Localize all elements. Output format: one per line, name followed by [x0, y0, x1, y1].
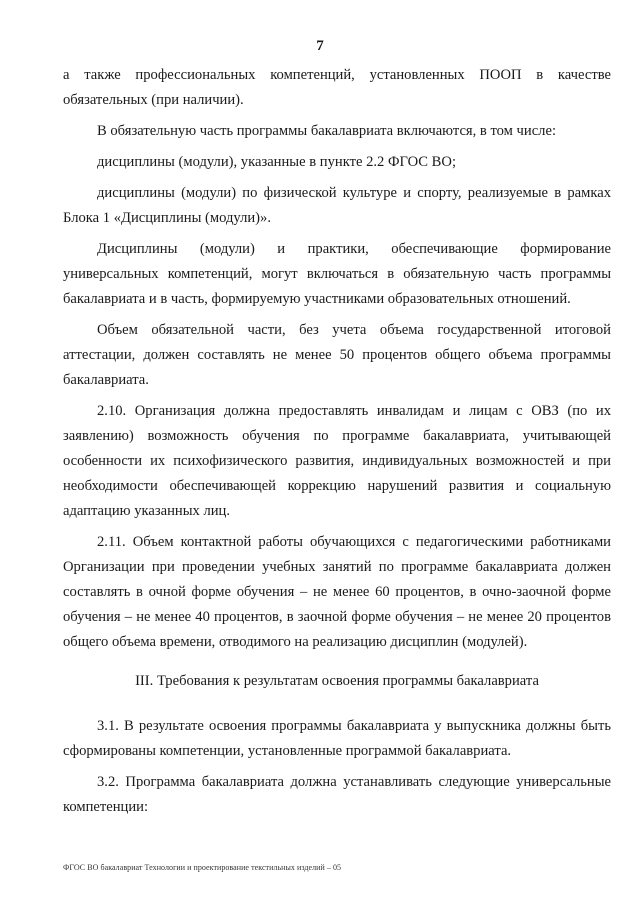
- paragraph-physical-culture: дисциплины (модули) по физической культуре и спорту, реализуемые в рамках Блока 1 «Дисциплины (модули)».: [63, 185, 611, 226]
- paragraph-universal-competencies: Дисциплины (модули) и практики, обеспечивающие формирование универсальных компетенций, могут включаться в обязательную часть программы бакалавриата и в часть, формируемую участниками образовательных отношений.: [63, 241, 611, 307]
- section-heading-iii: III. Требования к результатам освоения программы бакалавриата: [135, 673, 539, 689]
- paragraph-2-11: 2.11. Объем контактной работы обучающихся с педагогическими работниками Организации при проведении учебных занятий по программе бакалавриата должен составлять в очной форме обучения – не менее 60 процентов, в очно-заочной форме обучения – не менее 40 процентов, в заочной форме обучения – не менее 20 процентов общего объема времени, отводимого на реализацию дисциплин (модулей).: [63, 534, 611, 650]
- page-number: 7: [316, 38, 324, 54]
- paragraph-continuation: а также профессиональных компетенций, установленных ПООП в качестве обязательных (при наличии).: [63, 67, 611, 108]
- document-body: [63, 63, 611, 826]
- paragraph-disciplines-2-2: дисциплины (модули), указанные в пункте 2.2 ФГОС ВО;: [97, 154, 457, 170]
- page-footer: ФГОС ВО бакалавриат Технологии и проектирование текстильных изделий – 05: [63, 863, 342, 872]
- paragraph-2-10: 2.10. Организация должна предоставлять инвалидам и лицам с ОВЗ (по их заявлению) возможность обучения по программе бакалавриата, учитывающей особенности их психофизического развития, индивидуальных возможностей и при необходимости обеспечивающей коррекцию нарушений развития и социальную адаптацию указанных лиц.: [63, 403, 611, 519]
- paragraph-mandatory-volume: Объем обязательной части, без учета объема государственной итоговой аттестации, должен составлять не менее 50 процентов общего объема программы бакалавриата.: [63, 322, 611, 388]
- paragraph-3-1: 3.1. В результате освоения программы бакалавриата у выпускника должны быть сформированы компетенции, установленные программой бакалавриата.: [63, 718, 611, 759]
- paragraph-mandatory-part: В обязательную часть программы бакалавриата включаются, в том числе:: [97, 123, 556, 139]
- paragraph-3-2: 3.2. Программа бакалавриата должна устанавливать следующие универсальные компетенции:: [63, 774, 611, 815]
